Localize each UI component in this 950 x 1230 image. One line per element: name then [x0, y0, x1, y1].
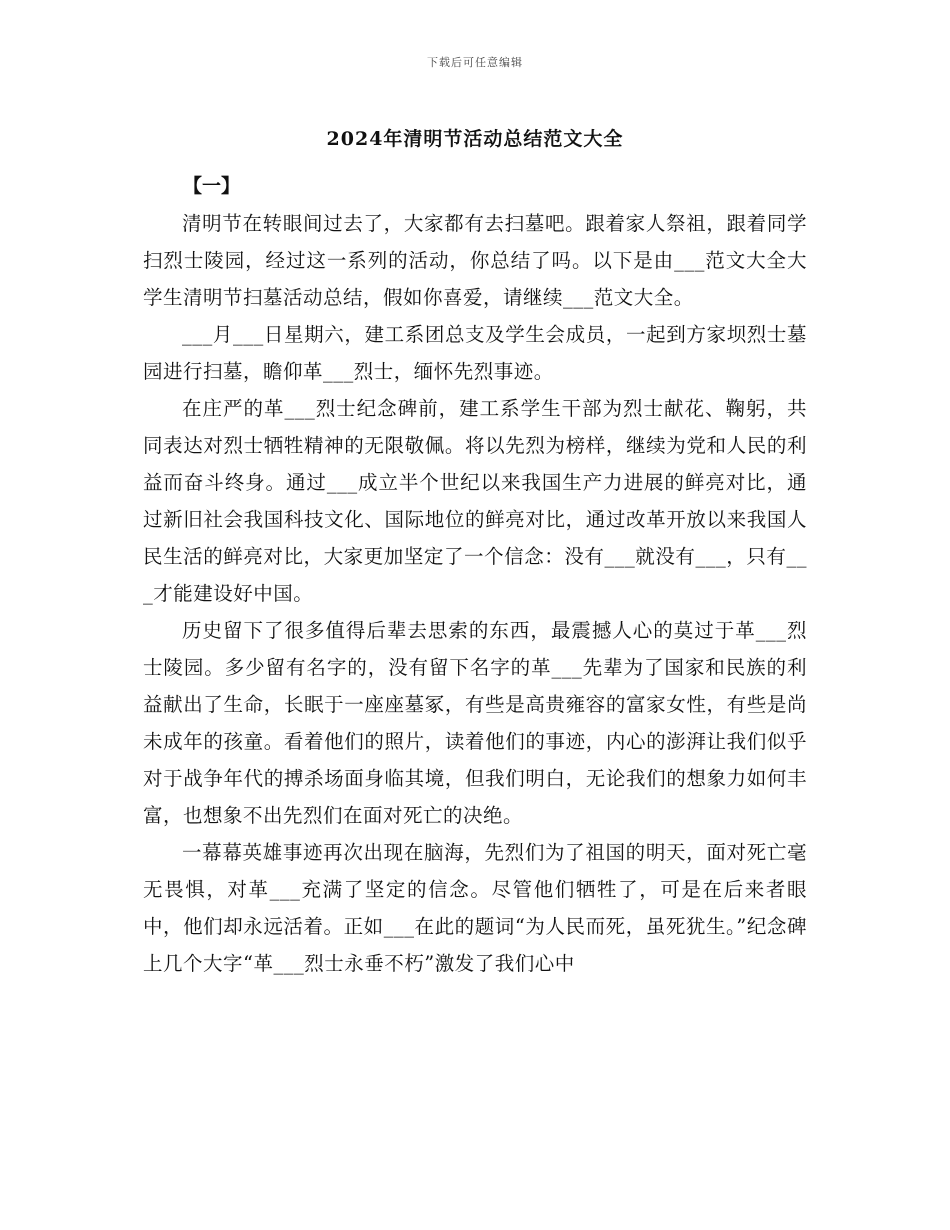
- paragraph-5: 一幕幕英雄事迹再次出现在脑海，先烈们为了祖国的明天，面对死亡毫无畏惧，对革___充满了坚定的信念。尽管他们牺牲了，可是在后来者眼中，他们却永远活着。正如___在此的题词“为人民而死，虽死犹生。”纪念碑上几个大字“革___烈士永垂不朽”激发了我们心中: [143, 841, 807, 975]
- paragraph-4: 历史留下了很多值得后辈去思索的东西，最震撼人心的莫过于革___烈士陵园。多少留有名字的，没有留下名字的革___先辈为了国家和民族的利益献出了生命，长眠于一座座墓冢，有些是高贵雍容的富家女性，有些是尚未成年的孩童。看着他们的照片，读着他们的事迹，内心的澎湃让我们似乎对于战争年代的搏杀场面身临其境，但我们明白，无论我们的想象力如何丰富，也想象不出先烈们在面对死亡的决绝。: [143, 619, 807, 827]
- document-body: [143, 168, 807, 982]
- header-note: 下载后可任意编辑: [427, 56, 523, 69]
- paragraph-3: 在庄严的革___烈士纪念碑前，建工系学生干部为烈士献花、鞠躬，共同表达对烈士牺牲精神的无限敬佩。将以先烈为榜样，继续为党和人民的利益而奋斗终身。通过___成立半个世纪以来我国生产力进展的鲜亮对比，通过新旧社会我国科技文化、国际地位的鲜亮对比，通过改革开放以来我国人民生活的鲜亮对比，大家更加坚定了一个信念：没有___就没有___，只有___才能建设好中国。: [143, 397, 807, 605]
- section-heading: 【一】: [183, 175, 241, 197]
- paragraph-1: 清明节在转眼间过去了，大家都有去扫墓吧。跟着家人祭祖，跟着同学扫烈士陵园，经过这一系列的活动，你总结了吗。以下是由___范文大全大学生清明节扫墓活动总结，假如你喜爱，请继续___范文大全。: [143, 212, 807, 309]
- document-title: 2024年清明节活动总结范文大全: [326, 128, 624, 150]
- paragraph-2: ___月___日星期六，建工系团总支及学生会成员，一起到方家坝烈士墓园进行扫墓，瞻仰革___烈士，缅怀先烈事迹。: [143, 323, 807, 383]
